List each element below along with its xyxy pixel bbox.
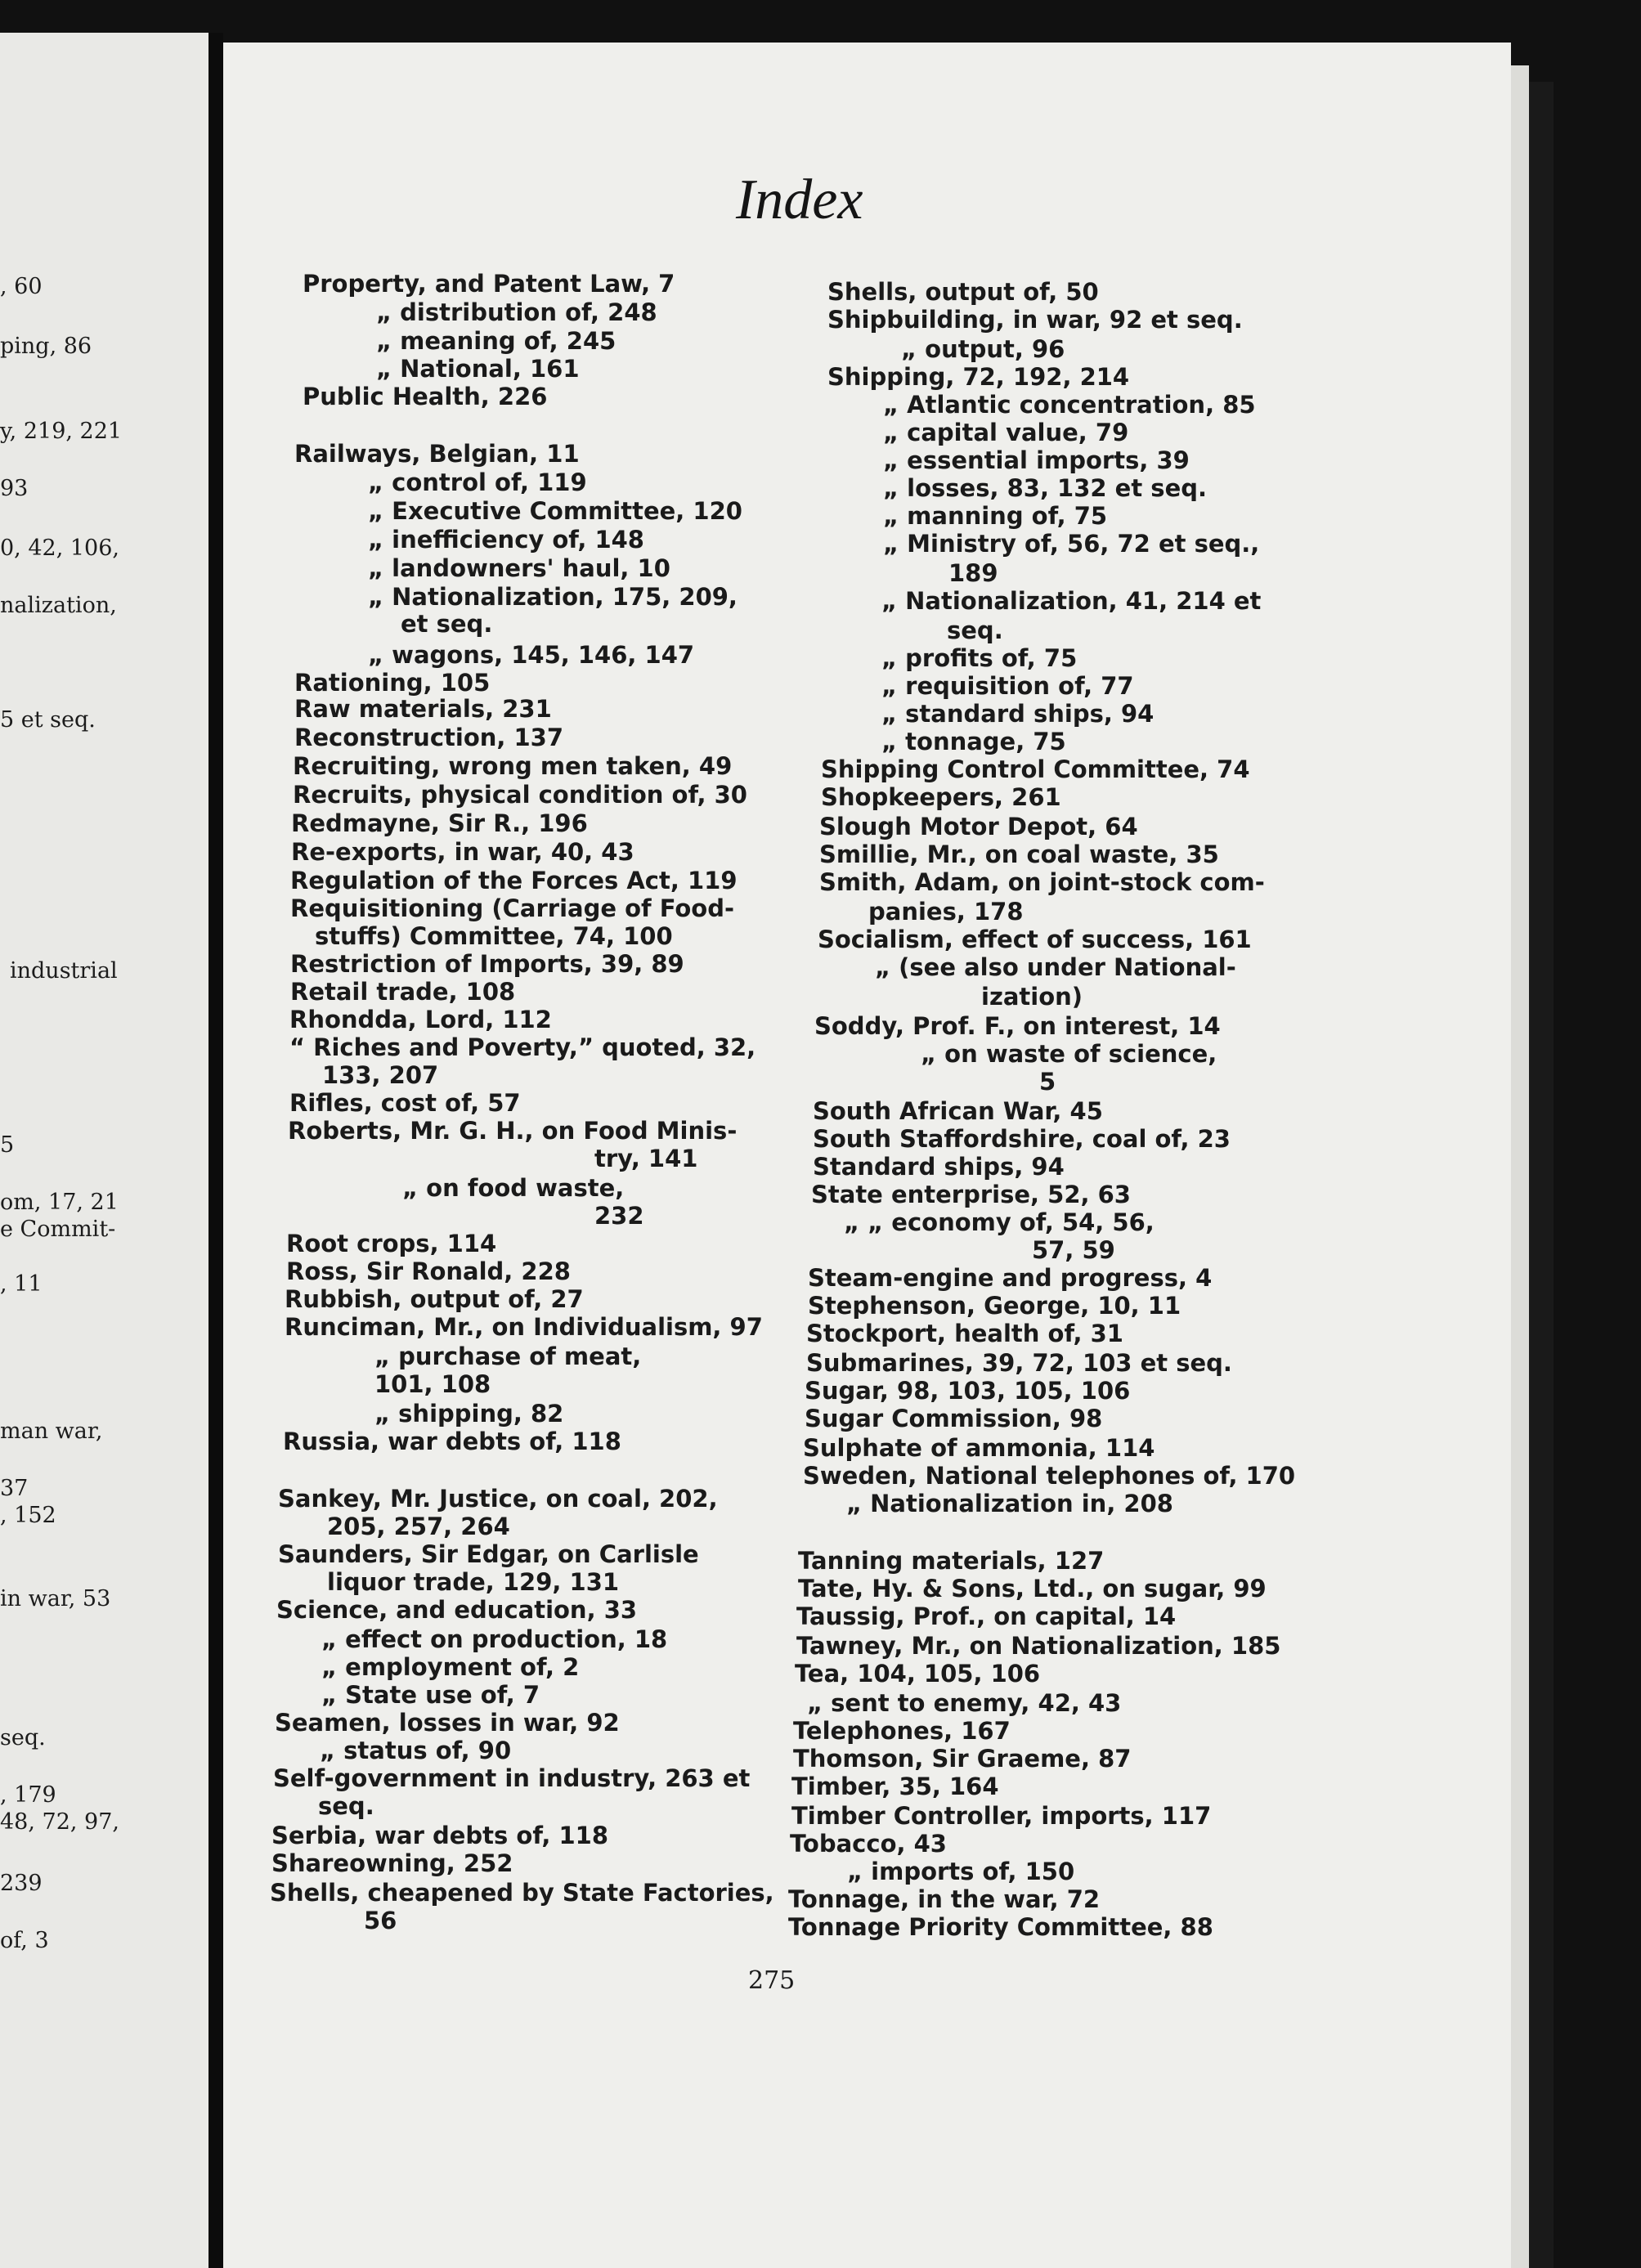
index-entry: South African War, 45 xyxy=(813,1097,1103,1125)
left-page-fragment: seq. xyxy=(0,1725,46,1750)
left-page-fragment: e Commit- xyxy=(0,1217,116,1242)
index-entry: „ output, 96 xyxy=(901,335,1065,363)
left-page-fragment: 93 xyxy=(0,476,29,501)
index-entry: „ distribution of, 248 xyxy=(376,298,657,326)
left-page-fragment: 5 et seq. xyxy=(0,707,96,733)
page-edge-shadow xyxy=(1529,82,1554,2268)
index-entry: Slough Motor Depot, 64 xyxy=(819,813,1138,840)
book-gutter xyxy=(208,33,223,2268)
index-entry: Rationing, 105 xyxy=(294,669,491,697)
index-entry: „ employment of, 2 xyxy=(321,1653,580,1681)
index-entry: „ wagons, 145, 146, 147 xyxy=(368,641,695,669)
index-entry: „ landowners' haul, 10 xyxy=(368,554,670,582)
left-page-fragment: om, 17, 21 xyxy=(0,1190,119,1215)
index-entry: Sankey, Mr. Justice, on coal, 202, xyxy=(278,1485,718,1513)
index-entry: „ sent to enemy, 42, 43 xyxy=(807,1689,1122,1717)
index-entry: „ status of, 90 xyxy=(320,1737,512,1764)
index-entry: Tobacco, 43 xyxy=(790,1830,947,1858)
index-entry: Recruiting, wrong men taken, 49 xyxy=(293,752,733,780)
index-entry: „ imports of, 150 xyxy=(847,1858,1075,1885)
index-entry: Shipping, 72, 192, 214 xyxy=(827,363,1130,391)
index-entry: Socialism, effect of success, 161 xyxy=(818,926,1252,953)
index-entry: Rubbish, output of, 27 xyxy=(285,1285,584,1313)
index-entry: Reconstruction, 137 xyxy=(294,724,564,751)
index-entry: Tate, Hy. & Sons, Ltd., on sugar, 99 xyxy=(798,1575,1267,1602)
index-entry: Russia, war debts of, 118 xyxy=(283,1428,621,1455)
index-entry: Shells, output of, 50 xyxy=(827,278,1099,306)
index-entry: Seamen, losses in war, 92 xyxy=(275,1709,620,1737)
index-entry: Science, and education, 33 xyxy=(276,1596,638,1624)
index-entry: 57, 59 xyxy=(1032,1236,1115,1264)
left-page-fragment: y, 219, 221 xyxy=(0,419,123,444)
index-entry: „ requisition of, 77 xyxy=(881,672,1134,700)
index-entry: Raw materials, 231 xyxy=(294,695,552,723)
index-entry: Saunders, Sir Edgar, on Carlisle xyxy=(278,1540,699,1568)
page-edge xyxy=(1511,65,1529,2268)
index-entry: ization) xyxy=(981,983,1083,1011)
left-page-fragment: 5 xyxy=(0,1132,15,1158)
left-page-fragment: , 152 xyxy=(0,1503,56,1528)
index-entry: „ Atlantic concentration, 85 xyxy=(883,391,1256,419)
index-entry: Public Health, 226 xyxy=(303,383,548,410)
index-entry: „ Ministry of, 56, 72 et seq., xyxy=(883,530,1260,558)
index-entry: Re-exports, in war, 40, 43 xyxy=(291,838,634,866)
left-page-fragment: industrial xyxy=(10,958,118,984)
left-page-fragment: 239 xyxy=(0,1871,43,1896)
index-entry: Sugar Commission, 98 xyxy=(805,1405,1103,1432)
index-entry: Submarines, 39, 72, 103 et seq. xyxy=(806,1349,1232,1377)
index-entry: „ „ economy of, 54, 56, xyxy=(844,1208,1155,1236)
index-entry: Stephenson, George, 10, 11 xyxy=(808,1292,1181,1320)
index-entry: Self-government in industry, 263 et xyxy=(273,1764,751,1792)
index-entry: Runciman, Mr., on Individualism, 97 xyxy=(285,1313,763,1341)
left-page-fragment: ping, 86 xyxy=(0,334,92,359)
index-entry: 133, 207 xyxy=(322,1061,439,1089)
index-entry: Timber Controller, imports, 117 xyxy=(791,1802,1212,1830)
index-entry: 56 xyxy=(364,1907,397,1934)
index-entry: 232 xyxy=(594,1202,644,1230)
index-entry: 205, 257, 264 xyxy=(327,1513,510,1540)
index-entry: Tawney, Mr., on Nationalization, 185 xyxy=(796,1632,1281,1660)
index-entry: „ inefficiency of, 148 xyxy=(368,526,644,554)
index-entry: Tea, 104, 105, 106 xyxy=(795,1660,1041,1688)
index-entry: 189 xyxy=(948,559,998,587)
index-entry: try, 141 xyxy=(594,1145,698,1172)
index-entry: 5 xyxy=(1039,1068,1056,1096)
index-entry: Ross, Sir Ronald, 228 xyxy=(286,1257,571,1285)
index-entry: Requisitioning (Carriage of Food- xyxy=(290,894,735,922)
index-entry: Tonnage Priority Committee, 88 xyxy=(788,1913,1213,1941)
index-entry: „ losses, 83, 132 et seq. xyxy=(883,474,1208,502)
index-entry: Stockport, health of, 31 xyxy=(806,1320,1123,1347)
left-page xyxy=(0,33,208,2268)
index-entry: Rhondda, Lord, 112 xyxy=(289,1006,552,1033)
index-entry: „ Nationalization, 175, 209, xyxy=(368,583,738,611)
index-entry: Shells, cheapened by State Factories, xyxy=(270,1879,774,1907)
index-entry: panies, 178 xyxy=(868,898,1024,926)
index-entry: „ Executive Committee, 120 xyxy=(368,497,742,525)
index-entry: Shareowning, 252 xyxy=(271,1849,513,1877)
index-entry: „ on waste of science, xyxy=(921,1040,1217,1068)
index-entry: Restriction of Imports, 39, 89 xyxy=(290,950,684,978)
index-entry: „ shipping, 82 xyxy=(374,1400,564,1428)
index-entry: „ capital value, 79 xyxy=(883,419,1129,446)
index-entry: Timber, 35, 164 xyxy=(791,1773,999,1800)
index-entry: Redmayne, Sir R., 196 xyxy=(291,809,588,837)
index-entry: Soddy, Prof. F., on interest, 14 xyxy=(814,1012,1221,1040)
left-page-fragment: , 60 xyxy=(0,274,43,299)
index-entry: „ National, 161 xyxy=(376,355,580,383)
index-entry: Sweden, National telephones of, 170 xyxy=(803,1462,1296,1490)
left-page-fragment: 37 xyxy=(0,1476,29,1501)
index-entry: „ (see also under National- xyxy=(875,953,1236,981)
page-number: 275 xyxy=(748,1966,796,1995)
index-entry: Shipbuilding, in war, 92 et seq. xyxy=(827,306,1243,334)
index-entry: Smillie, Mr., on coal waste, 35 xyxy=(819,840,1219,868)
index-entry: Retail trade, 108 xyxy=(290,978,516,1006)
index-entry: 101, 108 xyxy=(374,1370,491,1398)
left-page-fragment: man war, xyxy=(0,1419,103,1444)
index-entry: Sulphate of ammonia, 114 xyxy=(803,1434,1155,1462)
index-entry: „ purchase of meat, xyxy=(374,1342,642,1370)
index-entry: Serbia, war debts of, 118 xyxy=(271,1822,609,1849)
index-entry: Shipping Control Committee, 74 xyxy=(821,755,1250,783)
index-entry: liquor trade, 129, 131 xyxy=(327,1568,620,1596)
index-entry: Shopkeepers, 261 xyxy=(821,783,1061,811)
index-entry: Roberts, Mr. G. H., on Food Minis- xyxy=(288,1117,738,1145)
index-entry: Telephones, 167 xyxy=(793,1717,1011,1745)
left-page-fragment: 48, 72, 97, xyxy=(0,1809,119,1835)
index-entry: „ Nationalization in, 208 xyxy=(846,1490,1173,1517)
index-entry: Sugar, 98, 103, 105, 106 xyxy=(805,1377,1131,1405)
index-entry: „ manning of, 75 xyxy=(883,502,1108,530)
index-entry: Tonnage, in the war, 72 xyxy=(788,1885,1101,1913)
index-entry: Railways, Belgian, 11 xyxy=(294,440,580,468)
index-entry: “ Riches and Poverty,” quoted, 32, xyxy=(289,1033,756,1061)
index-entry: „ State use of, 7 xyxy=(321,1681,540,1709)
index-entry: Rifles, cost of, 57 xyxy=(289,1089,521,1117)
index-entry: et seq. xyxy=(401,610,493,638)
index-entry: „ Nationalization, 41, 214 et xyxy=(881,587,1262,615)
index-entry: Taussig, Prof., on capital, 14 xyxy=(796,1602,1177,1630)
left-page-fragment: 0, 42, 106, xyxy=(0,536,119,561)
index-entry: State enterprise, 52, 63 xyxy=(811,1181,1131,1208)
index-entry: Recruits, physical condition of, 30 xyxy=(293,781,747,809)
index-entry: Standard ships, 94 xyxy=(813,1153,1065,1181)
index-entry: Steam-engine and progress, 4 xyxy=(808,1264,1213,1292)
index-entry: Tanning materials, 127 xyxy=(798,1547,1105,1575)
index-entry: „ essential imports, 39 xyxy=(883,446,1190,474)
left-page-fragment: , 11 xyxy=(0,1271,43,1297)
index-entry: „ effect on production, 18 xyxy=(321,1625,668,1653)
index-entry: seq. xyxy=(318,1792,374,1820)
index-entry: stuffs) Committee, 74, 100 xyxy=(315,922,673,950)
index-entry: Root crops, 114 xyxy=(286,1230,497,1257)
index-entry: „ meaning of, 245 xyxy=(376,327,616,355)
index-entry: Regulation of the Forces Act, 119 xyxy=(290,867,738,894)
left-page-fragment: nalization, xyxy=(0,593,117,618)
left-page-fragment: , 179 xyxy=(0,1782,56,1808)
index-entry: „ standard ships, 94 xyxy=(881,700,1155,728)
index-entry: „ tonnage, 75 xyxy=(881,728,1066,755)
index-entry: „ profits of, 75 xyxy=(881,644,1078,672)
index-entry: Smith, Adam, on joint-stock com- xyxy=(819,868,1265,896)
index-entry: Property, and Patent Law, 7 xyxy=(303,270,675,298)
index-entry: „ on food waste, xyxy=(402,1174,625,1202)
index-entry: South Staffordshire, coal of, 23 xyxy=(813,1125,1231,1153)
left-page-fragment: of, 3 xyxy=(0,1928,49,1953)
index-entry: Thomson, Sir Graeme, 87 xyxy=(793,1745,1132,1773)
left-page-fragment: in war, 53 xyxy=(0,1586,111,1611)
page-title: Index xyxy=(736,168,863,231)
index-entry: „ control of, 119 xyxy=(368,468,587,496)
index-entry: seq. xyxy=(947,616,1003,644)
